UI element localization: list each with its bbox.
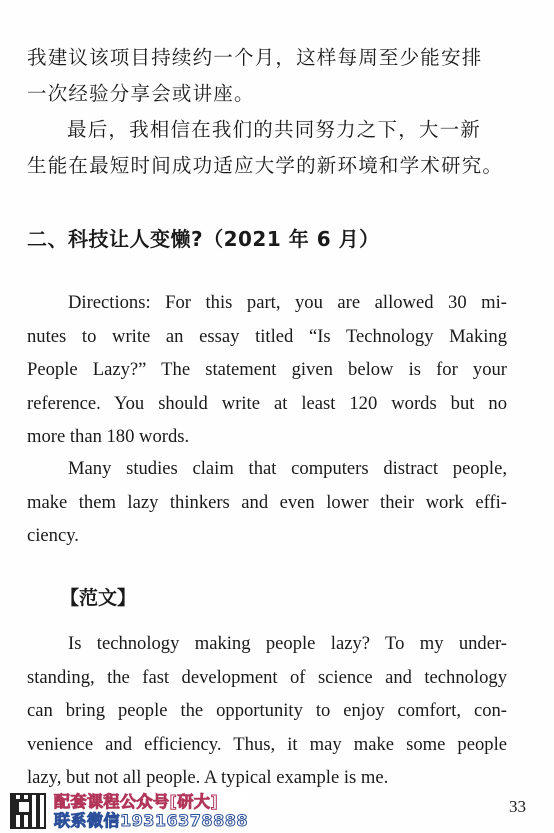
page-number: 33 — [509, 797, 526, 816]
text-line: 生能在最短时间成功适应大学的新环境和学术研究。 — [27, 154, 504, 177]
section-heading: 二、科技让人变懒?（2021 年 6 月） — [27, 227, 380, 251]
directions-paragraph — [27, 286, 507, 454]
text-line: more than 180 words. — [27, 426, 190, 447]
text-line: make them lazy thinkers and even lower their work effi- — [27, 491, 507, 513]
text-line: Is technology making people lazy? To my under- — [68, 633, 507, 654]
text-line: Directions: For this part, you are allowed 30 mi- — [68, 292, 507, 313]
text-line: nutes to write an essay titled “Is Technology Making — [27, 325, 507, 347]
qr-code-icon — [10, 793, 46, 829]
text-line: 最后，我相信在我们的共同努力之下，大一新 — [67, 118, 482, 141]
sample-essay-heading: 【范文】 — [60, 587, 137, 609]
footer-watermark — [54, 792, 248, 830]
text-line: 一次经验分享会或讲座。 — [27, 82, 255, 105]
text-line: People Lazy?” The statement given below is for your — [27, 359, 507, 380]
watermark-line: 联系微信19316378888 — [54, 811, 248, 830]
essay-paragraph — [27, 627, 507, 795]
statement-paragraph — [27, 452, 507, 553]
chinese-paragraph-top — [27, 40, 532, 184]
text-line: lazy, but not all people. A typical example is me. — [27, 767, 389, 788]
text-line: reference. You should write at least 120 words but no — [27, 392, 507, 414]
text-line: 我建议该项目持续约一个月，这样每周至少能安排 — [27, 46, 483, 69]
text-line: can bring people the opportunity to enjoy comfort, con- — [27, 700, 507, 721]
text-line: standing, the fast development of science and technology — [27, 666, 507, 688]
watermark-line: 配套课程公众号[研大] — [54, 792, 248, 811]
text-line: venience and efficiency. Thus, it may make some people — [27, 733, 507, 755]
text-line: Many studies claim that computers distract people, — [68, 458, 507, 479]
text-line: ciency. — [27, 525, 79, 546]
